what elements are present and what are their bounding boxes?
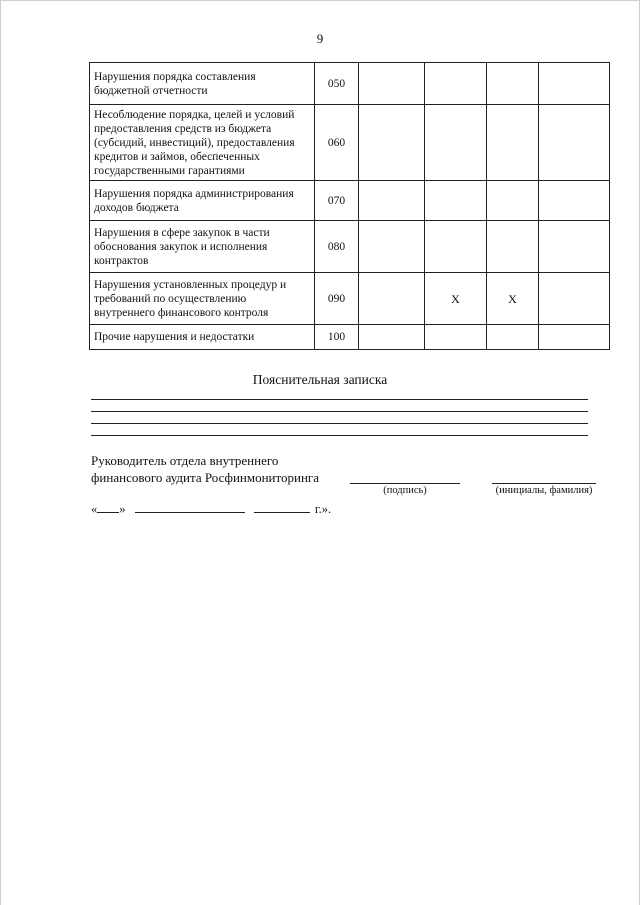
signer-position (91, 452, 351, 486)
value-cell (359, 273, 425, 325)
table-row (90, 273, 610, 325)
month-blank (135, 500, 245, 513)
row-code-cell: 100 (315, 325, 359, 350)
violation-name-cell: Нарушения порядка администрирования доходов бюджета (90, 181, 315, 221)
value-cell (425, 105, 487, 181)
value-cell (539, 105, 610, 181)
note-line (91, 411, 588, 412)
scan-edge (0, 0, 640, 1)
value-cell (487, 63, 539, 105)
signature-caption: (подпись) (383, 485, 427, 496)
violations-table (89, 62, 610, 350)
day-blank (97, 500, 119, 513)
violation-name-cell: Нарушения в сфере закупок в части обоснования закупок и исполнения контрактов (90, 221, 315, 273)
row-code-cell: 080 (315, 221, 359, 273)
note-line (91, 423, 588, 424)
value-cell (487, 221, 539, 273)
table-row (90, 105, 610, 181)
row-code-cell: 070 (315, 181, 359, 221)
value-cell (359, 105, 425, 181)
page-number: 9 (316, 31, 324, 46)
year-suffix: г.». (314, 502, 332, 516)
row-code-cell: 090 (315, 273, 359, 325)
value-cell (359, 325, 425, 350)
value-cell (539, 221, 610, 273)
value-cell (539, 325, 610, 350)
date-close-quote: » (119, 502, 126, 516)
value-cell: X (487, 273, 539, 325)
date-line (91, 500, 331, 517)
signer-position-line: финансового аудита Росфинмониторинга (91, 470, 320, 485)
value-cell (425, 181, 487, 221)
value-cell (425, 325, 487, 350)
row-code-cell: 050 (315, 63, 359, 105)
name-line (492, 483, 596, 484)
value-cell (487, 105, 539, 181)
violation-name-cell: Нарушения порядка составления бюджетной отчетности (90, 63, 315, 105)
row-code-cell: 060 (315, 105, 359, 181)
value-cell (487, 181, 539, 221)
value-cell (539, 181, 610, 221)
date-open-quote: « (91, 502, 98, 516)
table-row (90, 63, 610, 105)
value-cell: X (425, 273, 487, 325)
violation-name-cell: Прочие нарушения и недостатки (90, 325, 315, 350)
signature-line (350, 483, 460, 484)
value-cell (359, 63, 425, 105)
table-row (90, 181, 610, 221)
signer-position-line: Руководитель отдела внутреннего (91, 453, 279, 468)
table-row (90, 221, 610, 273)
value-cell (359, 221, 425, 273)
value-cell (425, 221, 487, 273)
table-row (90, 325, 610, 350)
value-cell (539, 273, 610, 325)
violation-name-cell: Несоблюдение порядка, целей и условий предоставления средств из бюджета (субсидий, инвестиций), предоставления кредитов и займов, обеспеченных государственными гарантиями (90, 105, 315, 181)
name-caption: (инициалы, фамилия) (495, 485, 593, 496)
value-cell (539, 63, 610, 105)
year-blank (254, 500, 310, 513)
value-cell (359, 181, 425, 221)
scan-edge (0, 0, 1, 905)
value-cell (425, 63, 487, 105)
violation-name-cell: Нарушения установленных процедур и требований по осуществлению внутреннего финансового контроля (90, 273, 315, 325)
explanatory-note-title: Пояснительная записка (252, 372, 388, 387)
value-cell (487, 325, 539, 350)
note-line (91, 399, 588, 400)
note-line (91, 435, 588, 436)
